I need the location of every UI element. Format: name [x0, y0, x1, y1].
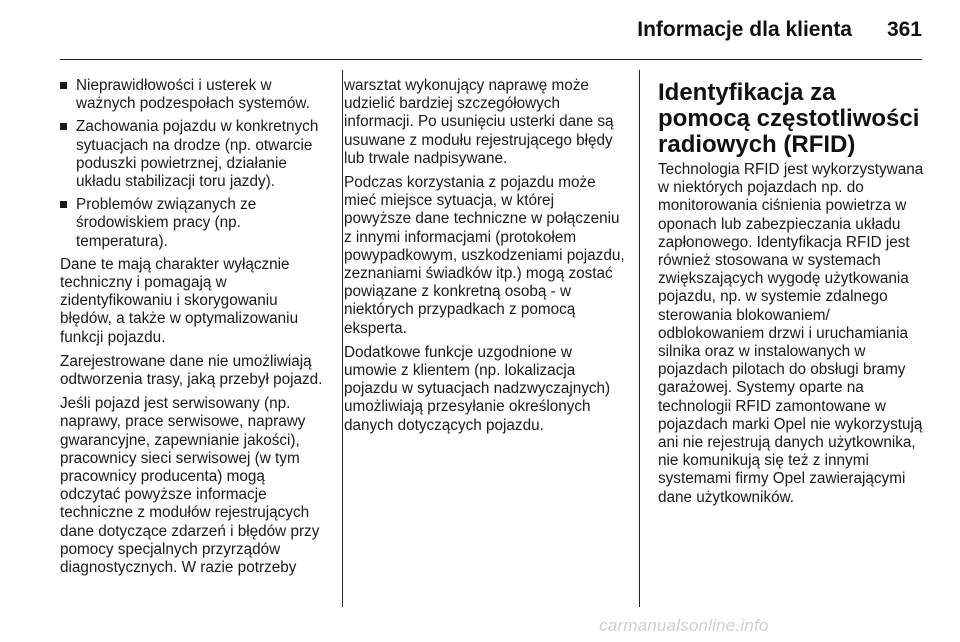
list-item	[60, 196, 326, 251]
paragraph: Dodatkowe funkcje uzgodnione w umowie z klientem (np. lokalizacja pojazdu w sytuacjach nadzwyczajnych) umożliwiają przesyłanie określonych danych dotyczących pojazdu.	[344, 343, 611, 434]
paragraph: Zarejestrowane dane nie umożliwiają odtworzenia trasy, jaką przebył pojazd.	[60, 352, 323, 389]
column-3	[658, 80, 930, 513]
paragraph: Dane te mają charakter wyłącznie techniczny i pomagają w zidentyfikowaniu i skorygowaniu błędów, a także w optymalizowaniu funkcji pojazdu.	[60, 255, 299, 346]
square-bullet-icon	[60, 123, 67, 130]
bullet-list	[60, 77, 326, 251]
page-header	[0, 0, 960, 60]
paragraph: Podczas korzystania z pojazdu może mieć miejsce sytuacja, w której powyższe dane techniczne w połączeniu z innymi informacjami (protokołem powypadkowym, uszkodzeniami pojazdu, zeznaniami świadków itp.) mogą zostać powiązane z konkretną osobą - w niektórych przypadkach z pomocą eksperta.	[344, 174, 625, 337]
section-heading: Identyfikacja za pomocą częstotliwości radiowych (RFID)	[658, 79, 920, 158]
square-bullet-icon	[60, 201, 67, 208]
list-item	[60, 118, 326, 191]
paragraph: Technologia RFID jest wykorzystywana w niektórych pojazdach np. do monitorowania ciśnienia powietrza w oponach lub zabezpieczania układu zapłonowego. Identyfikacja RFID jest również stosowana w systemach zwiększających wygodę użytkowania pojazdu, np. w systemie zdalnego sterowania blokowaniem/ odblokowaniem drzwi i uruchamiania silnika oraz w instalowanych w pojazdach pilotach do obsługi bramy garażowej. Systemy oparte na technologii RFID zamontowane w pojazdach marki Opel nie wykorzystują ani nie rejestrują danych użytkownika, nie komunikują się też z innymi systemami firmy Opel zawierającymi dane użytkowników.	[658, 161, 924, 506]
page-number: 361	[886, 18, 922, 41]
column-1	[60, 77, 326, 583]
header-divider	[60, 59, 922, 60]
list-item	[60, 77, 326, 113]
paragraph: Jeśli pojazd jest serwisowany (np. naprawy, prace serwisowe, naprawy gwarancyjne, zapewnianie jakości), pracownicy sieci serwisowej (w tym pracownicy producenta) mogą odczytać powyższe informacje techniczne z modułów rejestrujących dane dotyczące zdarzeń i błędów przy pomocy specjalnych przyrządów diagnostycznych. W razie potrzeby	[60, 395, 320, 577]
paragraph: warsztat wykonujący naprawę może udzielić bardziej szczegółowych informacji. Po usunięciu usterki dane są usuwane z modułu rejestrującego błędy lub trwale nadpisywane.	[344, 77, 614, 167]
header-title: Informacje dla klienta	[637, 18, 852, 41]
list-item-text: Problemów związanych ze środowiskiem pracy (np. temperatura).	[76, 196, 257, 250]
list-item-text: Nieprawidłowości i usterek w ważnych podzespołach systemów.	[76, 77, 310, 113]
column-divider	[639, 70, 640, 607]
column-divider	[342, 70, 343, 607]
column-2	[344, 77, 625, 441]
list-item-text: Zachowania pojazdu w konkretnych sytuacjach na drodze (np. otwarcie poduszki powietrznej, działanie układu stabilizacji toru jazdy).	[76, 118, 319, 191]
watermark: carmanualsonline.info	[599, 616, 769, 635]
square-bullet-icon	[60, 82, 67, 89]
